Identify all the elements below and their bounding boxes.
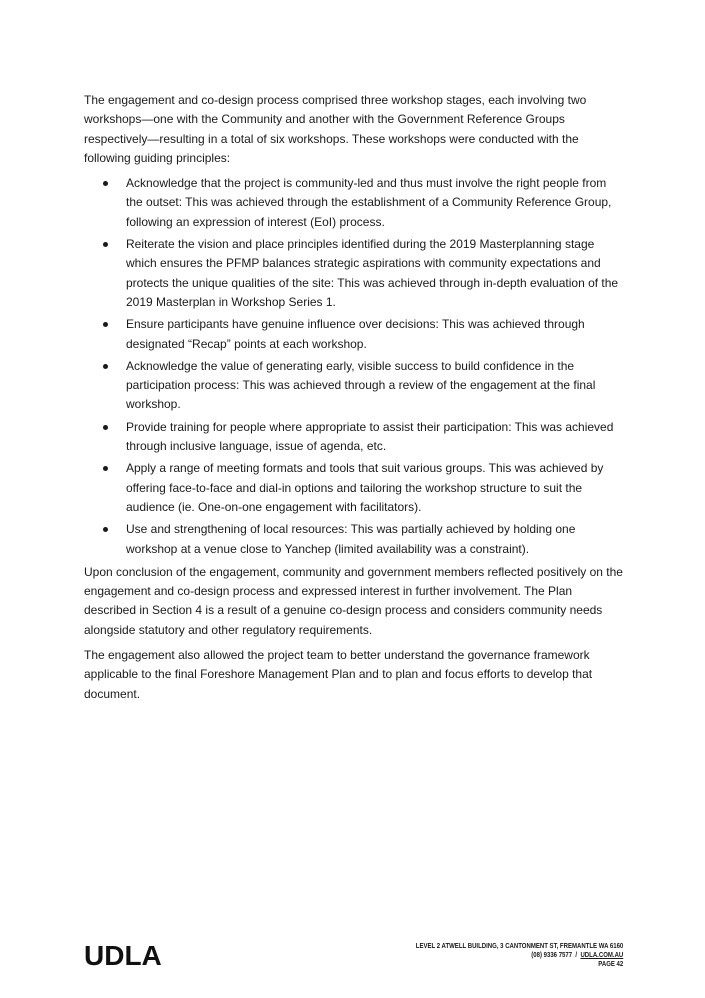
list-item-text: Acknowledge that the project is community-led and thus must involve the right people from the outset: This was achieved through the establishment of a Community Reference Group, following an expression of interest (EoI) process.	[126, 176, 612, 229]
footer-contact	[416, 942, 623, 969]
conclusion-paragraph: Upon conclusion of the engagement, community and government members reflected positively on the engagement and co-design process and expressed interest in further involvement. The Plan described in Section 4 is a result of a genuine co-design process and considers community needs alongside statutory and other regulatory requirements.	[84, 564, 623, 637]
bullet-icon	[103, 364, 108, 369]
list-item-text: Acknowledge the value of generating early, visible success to build confidence in the participation process: This was achieved through a review of the engagement at the final workshop.	[126, 358, 596, 412]
footer-address: LEVEL 2 ATWELL BUILDING, 3 CANTONMENT ST, FREMANTLE WA 6160	[415, 943, 623, 950]
list-item	[84, 315, 624, 354]
bullet-icon	[103, 425, 108, 430]
list-item-text: Reiterate the vision and place principles identified during the 2019 Masterplanning stage which ensures the PFMP balances strategic aspirations with community expectations and protects the unique qualities of the site: This was achieved through in-depth evaluation of the 2019 Masterplan in Workshop Series 1.	[126, 237, 619, 309]
page-number: PAGE 42	[598, 961, 623, 968]
list-item	[84, 235, 624, 312]
bullet-icon	[103, 466, 108, 471]
list-item	[84, 174, 624, 232]
list-item-text: Apply a range of meeting formats and tools that suit various groups. This was achieved by offering face-to-face and dial-in options and tailoring the workshop structure to suit the audience (ie. One-on-one engagement with facilitators).	[126, 461, 604, 514]
guiding-principles-list	[84, 174, 624, 559]
bullet-icon	[103, 181, 108, 186]
footer-phone: (08) 9336 7577	[530, 952, 572, 959]
list-item-text: Use and strengthening of local resources: This was partially achieved by holding one workshop at a venue close to Yanchep (limited availability was a constraint).	[126, 522, 576, 556]
intro-paragraph: The engagement and co-design process comprised three workshop stages, each involving two workshops—one with the Community and another with the Government Reference Groups respectively—resulting in a total of six workshops. These workshops were conducted with the following guiding principles:	[84, 93, 587, 165]
list-item-text: Provide training for people where appropriate to assist their participation: This was achieved through inclusive language, issue of agenda, etc.	[126, 419, 614, 454]
list-item	[84, 459, 624, 517]
bullet-icon	[103, 242, 108, 247]
footer-phone-web-line	[416, 951, 623, 960]
bullet-icon	[103, 322, 108, 327]
bullet-icon	[103, 527, 108, 532]
list-item	[84, 418, 624, 457]
closing-paragraph: The engagement also allowed the project team to better understand the governance framework applicable to the final Foreshore Management Plan and to plan and focus efforts to develop that document.	[84, 648, 593, 701]
footer-separator: /	[575, 952, 577, 959]
document-body	[84, 91, 624, 710]
list-item	[84, 520, 624, 559]
page-footer	[84, 938, 623, 972]
list-item-text: Ensure participants have genuine influence over decisions: This was achieved through designated “Recap” points at each workshop.	[126, 317, 585, 351]
footer-website-link[interactable]: UDLA.COM.AU	[580, 952, 623, 959]
udla-logo: UDLA	[84, 940, 162, 971]
list-item	[84, 357, 624, 415]
